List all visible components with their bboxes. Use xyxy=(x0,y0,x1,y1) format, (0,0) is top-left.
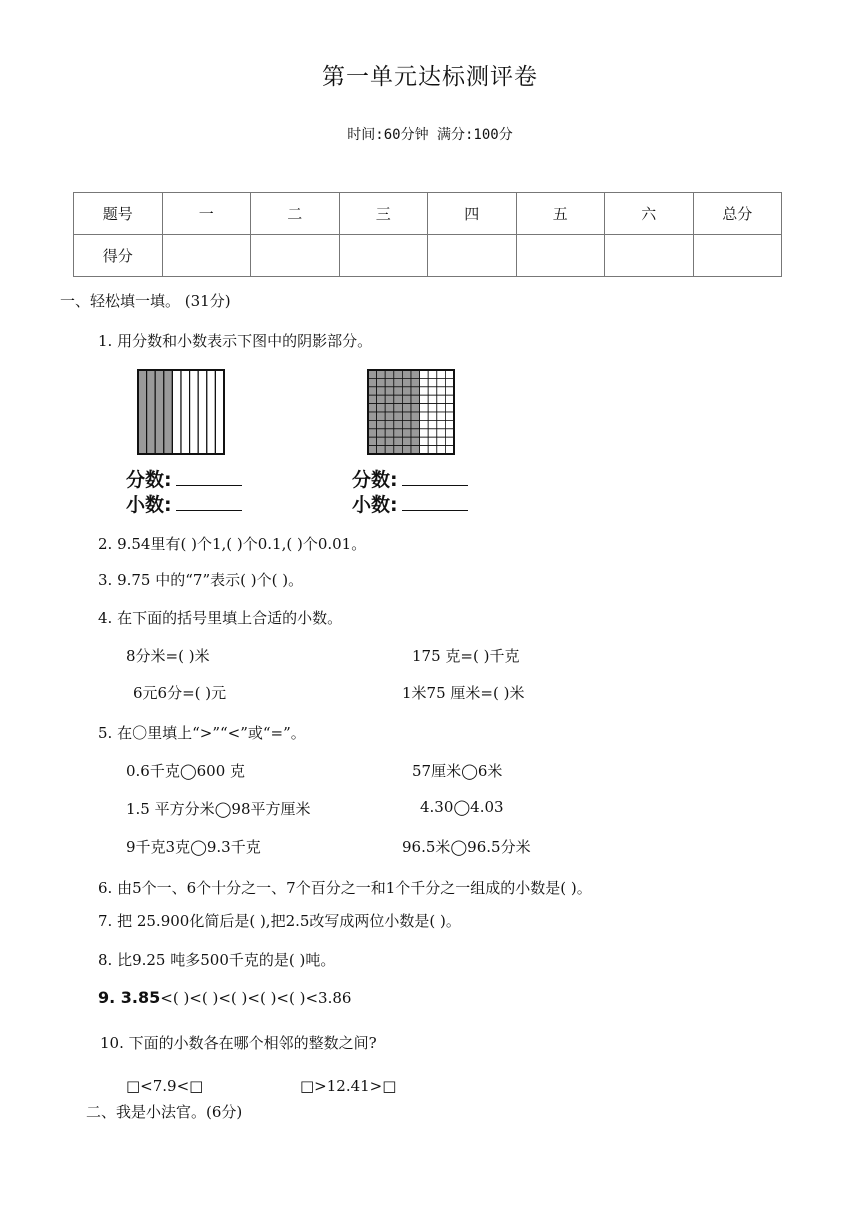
q5-item-c: 1.5 平方分米◯98平方厘米 xyxy=(126,800,311,818)
shaded-cell xyxy=(402,446,411,454)
grid-cell xyxy=(437,412,446,420)
q4-item-c: 6元6分=( )元 xyxy=(133,684,227,702)
section1-heading: 一、轻松填一填。 (31分) xyxy=(60,292,231,310)
shaded-cell xyxy=(402,378,411,386)
grid-cell xyxy=(445,437,454,445)
shaded-cell xyxy=(385,437,394,445)
shaded-cell xyxy=(394,437,403,445)
strip xyxy=(207,370,216,454)
grid-cell xyxy=(437,446,446,454)
q5-item-a: 0.6千克◯600 克 xyxy=(126,762,246,780)
shaded-cell xyxy=(377,370,386,378)
q4-item-a: 8分米=( )米 xyxy=(126,647,210,665)
grid-cell xyxy=(428,370,437,378)
shaded-cell xyxy=(377,429,386,437)
q5-item-f: 96.5米◯96.5分米 xyxy=(402,838,531,856)
strip xyxy=(190,370,199,454)
q4-item-b: 175 克=( )千克 xyxy=(412,647,520,665)
grid-cell xyxy=(445,387,454,395)
shaded-strip xyxy=(164,370,173,454)
grid-cell xyxy=(445,395,454,403)
shaded-cell xyxy=(368,370,377,378)
shaded-cell xyxy=(368,412,377,420)
shaded-cell xyxy=(402,395,411,403)
shaded-cell xyxy=(368,404,377,412)
shaded-cell xyxy=(368,446,377,454)
shaded-cell xyxy=(377,446,386,454)
grid-cell xyxy=(445,429,454,437)
shaded-cell xyxy=(411,378,420,386)
shaded-cell xyxy=(377,395,386,403)
shaded-cell xyxy=(377,437,386,445)
score-cell[interactable] xyxy=(693,235,782,277)
question-6: 6. 由5个一、6个十分之一、7个百分之一和1个千分之一组成的小数是( )。 xyxy=(98,879,592,897)
shaded-cell xyxy=(402,370,411,378)
shaded-cell xyxy=(368,387,377,395)
header-cell: 六 xyxy=(605,193,694,235)
shaded-cell xyxy=(411,429,420,437)
strip xyxy=(181,370,190,454)
question-9 xyxy=(98,988,351,1007)
shaded-cell xyxy=(368,378,377,386)
shaded-cell xyxy=(402,412,411,420)
grid-figure xyxy=(366,368,456,456)
q5-item-d: 4.30◯4.03 xyxy=(420,798,504,816)
header-cell: 题号 xyxy=(74,193,163,235)
grid-cell xyxy=(445,446,454,454)
grid-cell xyxy=(428,420,437,428)
q4-item-d: 1米75 厘米=( )米 xyxy=(402,684,525,702)
grid-cell xyxy=(437,387,446,395)
fraction-label: 分数: xyxy=(352,469,398,491)
shaded-cell xyxy=(411,420,420,428)
score-table xyxy=(73,192,782,277)
shaded-cell xyxy=(411,387,420,395)
q10-item-b: □>12.41>□ xyxy=(300,1077,397,1095)
shaded-cell xyxy=(402,437,411,445)
decimal-blank-a[interactable] xyxy=(176,492,242,511)
shaded-cell xyxy=(385,395,394,403)
header-cell: 总分 xyxy=(693,193,782,235)
grid-cell xyxy=(445,412,454,420)
score-cell[interactable] xyxy=(428,235,517,277)
shaded-cell xyxy=(394,412,403,420)
decimal-blank-b[interactable] xyxy=(402,492,468,511)
shaded-cell xyxy=(385,420,394,428)
shaded-cell xyxy=(377,404,386,412)
grid-cell xyxy=(445,378,454,386)
question-1: 1. 用分数和小数表示下图中的阴影部分。 xyxy=(98,332,373,350)
grid-cell xyxy=(420,370,429,378)
shaded-cell xyxy=(402,420,411,428)
question-7: 7. 把 25.900化简后是( ),把2.5改写成两位小数是( )。 xyxy=(98,912,461,930)
grid-cell xyxy=(420,395,429,403)
header-cell: 三 xyxy=(339,193,428,235)
header-cell: 四 xyxy=(428,193,517,235)
strip xyxy=(215,370,224,454)
shaded-cell xyxy=(368,395,377,403)
shaded-strip xyxy=(138,370,147,454)
shaded-cell xyxy=(368,420,377,428)
question-10: 10. 下面的小数各在哪个相邻的整数之间? xyxy=(100,1034,377,1052)
grid-cell xyxy=(437,378,446,386)
grid-cell xyxy=(428,446,437,454)
q5-item-e: 9千克3克◯9.3千克 xyxy=(126,838,261,856)
strip-figure xyxy=(136,368,226,456)
q9-number: 9. 3.85 xyxy=(98,988,161,1007)
section2-heading: 二、我是小法官。(6分) xyxy=(86,1103,243,1121)
question-2: 2. 9.54里有( )个1,( )个0.1,( )个0.01。 xyxy=(98,535,367,553)
grid-cell xyxy=(420,429,429,437)
grid-cell xyxy=(420,404,429,412)
decimal-answer-a xyxy=(126,490,242,517)
grid-cell xyxy=(428,437,437,445)
shaded-cell xyxy=(394,429,403,437)
shaded-cell xyxy=(385,378,394,386)
shaded-cell xyxy=(368,429,377,437)
score-cell[interactable] xyxy=(251,235,340,277)
shaded-cell xyxy=(411,412,420,420)
fraction-blank-b[interactable] xyxy=(402,467,468,486)
shaded-cell xyxy=(411,395,420,403)
shaded-cell xyxy=(394,420,403,428)
exam-info: 时间:60分钟 满分:100分 xyxy=(347,127,513,143)
question-5: 5. 在〇里填上“>”“<”或“=”。 xyxy=(98,724,306,742)
shaded-cell xyxy=(394,395,403,403)
grid-cell xyxy=(445,370,454,378)
page-title: 第一单元达标测评卷 xyxy=(322,64,538,90)
grid-cell xyxy=(428,395,437,403)
shaded-cell xyxy=(385,404,394,412)
shaded-cell xyxy=(402,429,411,437)
header-cell: 五 xyxy=(516,193,605,235)
grid-cell xyxy=(420,387,429,395)
question-8: 8. 比9.25 吨多500千克的是( )吨。 xyxy=(98,951,336,969)
shaded-cell xyxy=(411,446,420,454)
shaded-cell xyxy=(411,437,420,445)
shaded-cell xyxy=(377,387,386,395)
strip xyxy=(198,370,207,454)
decimal-label: 小数: xyxy=(126,494,172,516)
grid-cell xyxy=(428,378,437,386)
score-table-score-row xyxy=(74,235,782,277)
grid-cell xyxy=(437,370,446,378)
grid-cell xyxy=(437,404,446,412)
shaded-cell xyxy=(385,412,394,420)
grid-cell xyxy=(437,429,446,437)
q5-item-b: 57厘米◯6米 xyxy=(412,762,503,780)
question-4: 4. 在下面的括号里填上合适的小数。 xyxy=(98,609,343,627)
shaded-cell xyxy=(385,370,394,378)
q10-item-a: □<7.9<□ xyxy=(126,1077,204,1095)
grid-cell xyxy=(420,437,429,445)
shaded-cell xyxy=(411,370,420,378)
shaded-cell xyxy=(402,387,411,395)
header-cell: 一 xyxy=(162,193,251,235)
shaded-cell xyxy=(385,446,394,454)
score-cell[interactable] xyxy=(339,235,428,277)
shaded-cell xyxy=(368,437,377,445)
shaded-cell xyxy=(377,378,386,386)
shaded-cell xyxy=(402,404,411,412)
fraction-label: 分数: xyxy=(126,469,172,491)
grid-cell xyxy=(428,404,437,412)
fraction-blank-a[interactable] xyxy=(176,467,242,486)
header-cell: 二 xyxy=(251,193,340,235)
shaded-cell xyxy=(377,412,386,420)
fraction-answer-b xyxy=(352,465,468,492)
shaded-cell xyxy=(377,420,386,428)
shaded-cell xyxy=(394,404,403,412)
shaded-cell xyxy=(394,378,403,386)
decimal-answer-b xyxy=(352,490,468,517)
grid-cell xyxy=(445,420,454,428)
shaded-strip xyxy=(155,370,164,454)
score-table-header-row xyxy=(74,193,782,235)
grid-cell xyxy=(420,378,429,386)
grid-cell xyxy=(428,429,437,437)
score-cell[interactable] xyxy=(516,235,605,277)
question-3: 3. 9.75 中的“7”表示( )个( )。 xyxy=(98,571,304,589)
strip xyxy=(172,370,181,454)
fraction-answer-a xyxy=(126,465,242,492)
grid-cell xyxy=(420,446,429,454)
grid-cell xyxy=(437,395,446,403)
shaded-cell xyxy=(411,404,420,412)
grid-cell xyxy=(445,404,454,412)
q9-chain: <( )<( )<( )<( )<( )<3.86 xyxy=(160,989,352,1007)
shaded-cell xyxy=(385,387,394,395)
grid-cell xyxy=(420,412,429,420)
row-label: 得分 xyxy=(74,235,163,277)
grid-cell xyxy=(437,437,446,445)
grid-cell xyxy=(428,387,437,395)
shaded-cell xyxy=(394,387,403,395)
score-cell[interactable] xyxy=(605,235,694,277)
shaded-cell xyxy=(385,429,394,437)
grid-cell xyxy=(428,412,437,420)
shaded-cell xyxy=(394,370,403,378)
shaded-strip xyxy=(147,370,156,454)
grid-cell xyxy=(437,420,446,428)
grid-cell xyxy=(420,420,429,428)
decimal-label: 小数: xyxy=(352,494,398,516)
score-cell[interactable] xyxy=(162,235,251,277)
shaded-cell xyxy=(394,446,403,454)
